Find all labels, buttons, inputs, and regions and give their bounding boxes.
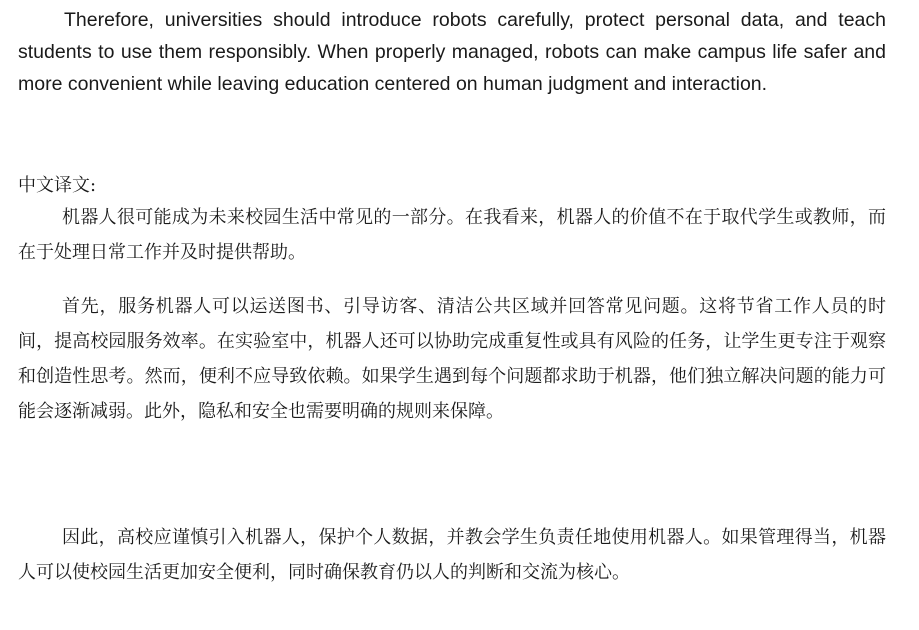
chinese-paragraph-1: 机器人很可能成为未来校园生活中常见的一部分。在我看来，机器人的价值不在于取代学生或教师，而在于处理日常工作并及时提供帮助。 (18, 207, 886, 263)
translation-label: 中文译文: (18, 175, 97, 196)
english-paragraph: Therefore, universities should introduce robots carefully, protect personal data, and teach students to use them responsibly. When properly managed, robots can make campus life safer and more convenient while leaving education centered on human judgment and interaction. (18, 9, 886, 95)
chinese-paragraph-3: 因此，高校应谨慎引入机器人，保护个人数据，并教会学生负责任地使用机器人。如果管理得当，机器人可以使校园生活更加安全便利，同时确保教育仍以人的判断和交流为核心。 (18, 527, 886, 583)
chinese-paragraph-2: 首先，服务机器人可以运送图书、引导访客、清洁公共区域并回答常见问题。这将节省工作人员的时间，提高校园服务效率。在实验室中，机器人还可以协助完成重复性或具有风险的任务，让学生更专注于观察和创造性思考。然而，便利不应导致依赖。如果学生遇到每个问题都求助于机器，他们独立解决问题的能力可能会逐渐减弱。此外，隐私和安全也需要明确的规则来保障。 (18, 296, 886, 422)
